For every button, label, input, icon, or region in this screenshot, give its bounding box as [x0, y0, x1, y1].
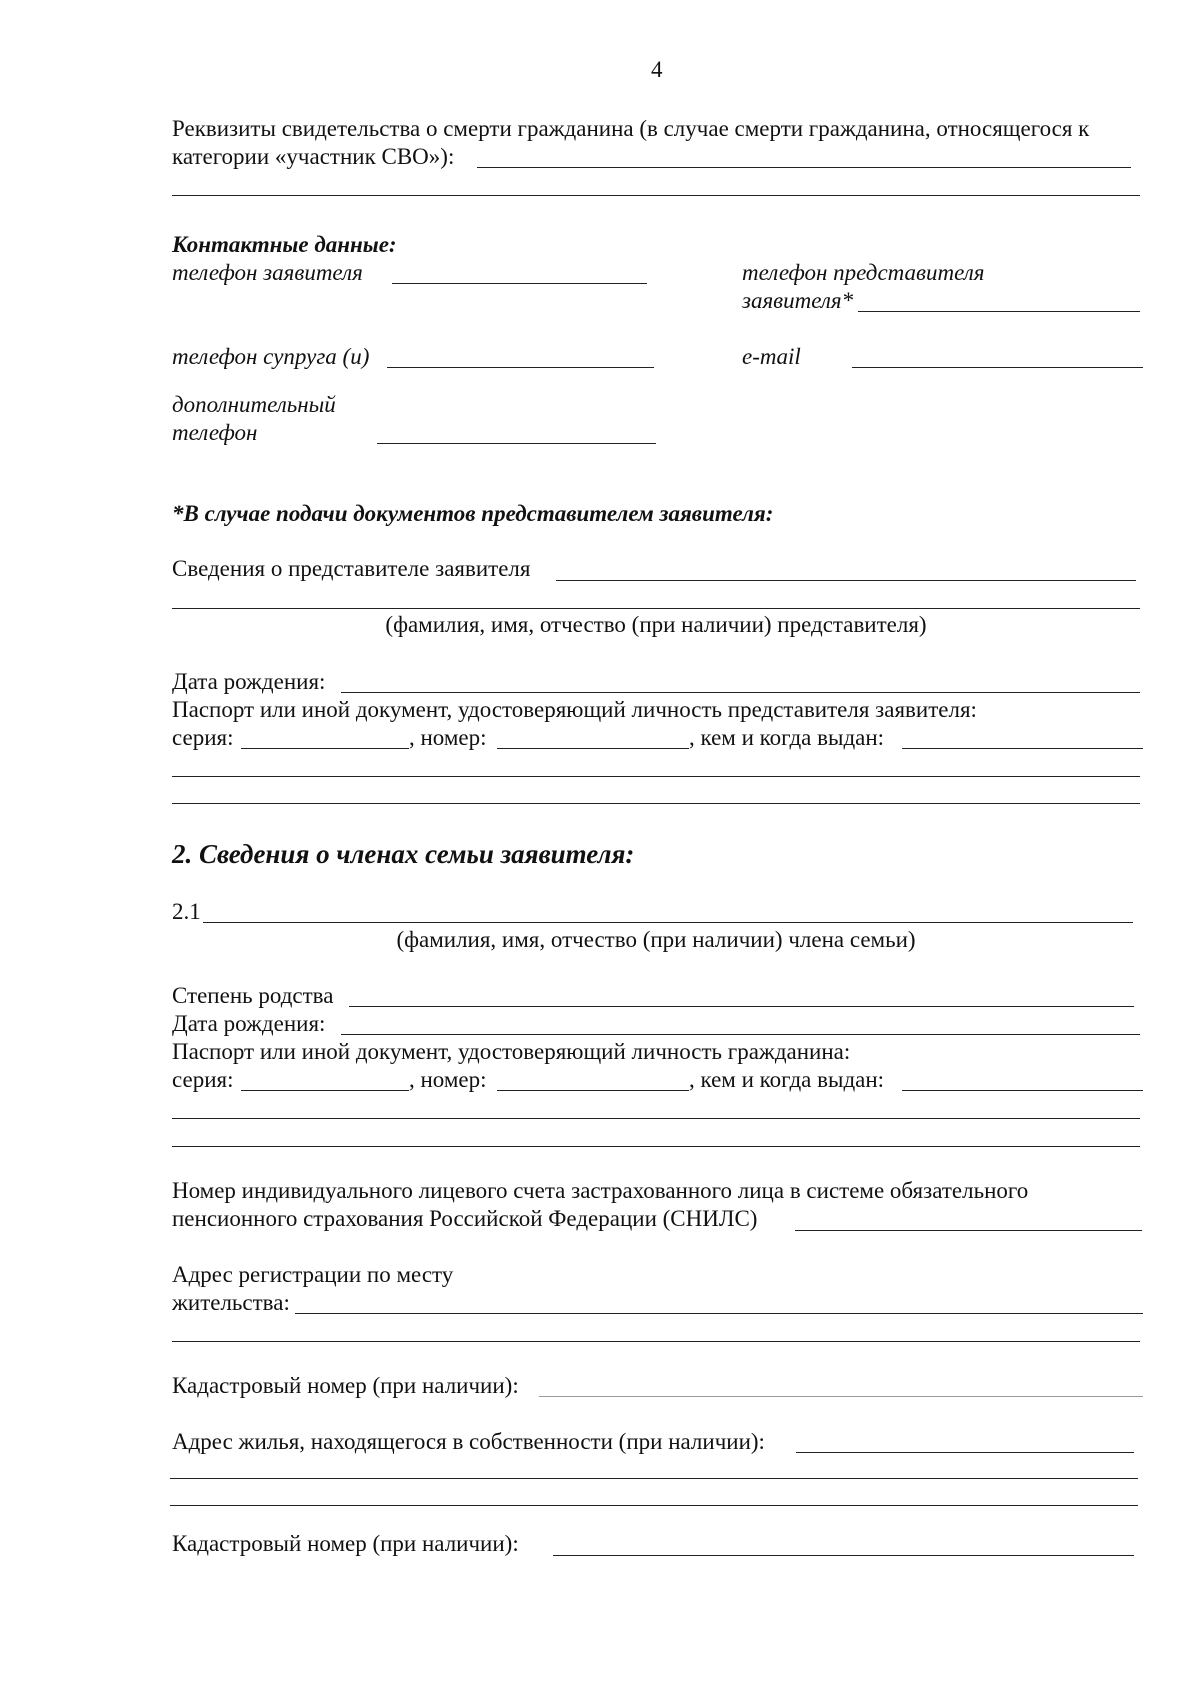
extra-phone-label-line2: телефон — [172, 420, 258, 445]
representative-birth-date-field[interactable] — [341, 692, 1140, 693]
spouse-phone-label: телефон супруга (и) — [172, 344, 370, 369]
family-passport-label: Паспорт или иной документ, удостоверяющий личность гражданина: — [172, 1039, 851, 1064]
family-section-heading: 2. Сведения о членах семьи заявителя: — [172, 839, 635, 869]
representative-heading: *В случае подачи документов представителем заявителя: — [172, 501, 774, 526]
owned-address-field-continued-2[interactable] — [170, 1505, 1138, 1506]
owned-address-label: Адрес жилья, находящегося в собственности (при наличии): — [172, 1429, 765, 1454]
death-certificate-field-continued[interactable] — [172, 195, 1140, 196]
representative-series-label: серия: — [172, 725, 234, 750]
family-issued-field-continued-2[interactable] — [172, 1146, 1140, 1147]
family-issued-field[interactable] — [902, 1090, 1143, 1091]
email-field[interactable] — [852, 367, 1143, 368]
relation-field[interactable] — [349, 1006, 1134, 1007]
contacts-heading: Контактные данные: — [172, 232, 397, 257]
representative-series-field[interactable] — [241, 748, 409, 749]
death-certificate-label-line2: категории «участник СВО»): — [172, 144, 455, 169]
snils-field[interactable] — [795, 1230, 1142, 1231]
owned-address-field-continued-1[interactable] — [170, 1478, 1138, 1479]
representative-birth-date-label: Дата рождения: — [172, 669, 326, 694]
family-member-fio-field[interactable] — [203, 922, 1133, 923]
representative-issued-field-continued-2[interactable] — [172, 803, 1140, 804]
family-birth-date-field[interactable] — [341, 1034, 1140, 1035]
page-number: 4 — [651, 57, 663, 82]
reg-address-label-line1: Адрес регистрации по месту — [172, 1262, 454, 1287]
cadastral-number-label-2: Кадастровый номер (при наличии): — [172, 1531, 519, 1556]
family-issued-label: , кем и когда выдан: — [689, 1067, 885, 1092]
representative-issued-field[interactable] — [902, 748, 1143, 749]
representative-passport-label: Паспорт или иной документ, удостоверяющий личность представителя заявителя: — [172, 697, 977, 722]
spouse-phone-field[interactable] — [387, 367, 654, 368]
snils-label-line2: пенсионного страхования Российской Федерации (СНИЛС) — [172, 1206, 758, 1231]
representative-issued-label: , кем и когда выдан: — [689, 725, 885, 750]
family-series-field[interactable] — [241, 1090, 409, 1091]
rep-phone-label-line1: телефон представителя — [742, 260, 985, 285]
cadastral-number-label-1: Кадастровый номер (при наличии): — [172, 1373, 519, 1398]
owned-address-field[interactable] — [796, 1452, 1134, 1453]
family-number-label: , номер: — [409, 1067, 487, 1092]
representative-fio-caption: (фамилия, имя, отчество (при наличии) представителя) — [385, 612, 927, 637]
representative-info-field-continued[interactable] — [172, 608, 1140, 609]
family-item-number: 2.1 — [172, 899, 201, 924]
representative-number-label: , номер: — [409, 725, 487, 750]
family-birth-date-label: Дата рождения: — [172, 1011, 326, 1036]
relation-label: Степень родства — [172, 983, 334, 1008]
family-number-field[interactable] — [497, 1090, 689, 1091]
cadastral-number-field-1[interactable] — [539, 1396, 1143, 1397]
family-issued-field-continued-1[interactable] — [172, 1118, 1140, 1119]
extra-phone-label-line1: дополнительный — [172, 392, 336, 417]
email-label: e-mail — [742, 344, 801, 369]
representative-info-label: Сведения о представителе заявителя — [172, 556, 531, 581]
rep-phone-label-line2: заявителя* — [742, 288, 854, 313]
death-certificate-field[interactable] — [477, 167, 1131, 168]
applicant-phone-field[interactable] — [392, 283, 647, 284]
reg-address-label-line2: жительства: — [172, 1290, 290, 1315]
representative-number-field[interactable] — [497, 748, 689, 749]
reg-address-field[interactable] — [295, 1313, 1143, 1314]
representative-issued-field-continued-1[interactable] — [172, 776, 1140, 777]
snils-label-line1: Номер индивидуального лицевого счета застрахованного лица в системе обязательного — [172, 1178, 1029, 1203]
applicant-phone-label: телефон заявителя — [172, 260, 363, 285]
family-member-fio-caption: (фамилия, имя, отчество (при наличии) члена семьи) — [396, 927, 916, 952]
death-certificate-label-line1: Реквизиты свидетельства о смерти гражданина (в случае смерти гражданина, относящегося к — [172, 116, 1090, 141]
cadastral-number-field-2[interactable] — [553, 1555, 1134, 1556]
extra-phone-field[interactable] — [377, 443, 656, 444]
family-series-label: серия: — [172, 1067, 234, 1092]
reg-address-field-continued[interactable] — [172, 1341, 1140, 1342]
rep-phone-field[interactable] — [858, 311, 1140, 312]
representative-info-field[interactable] — [556, 580, 1136, 581]
